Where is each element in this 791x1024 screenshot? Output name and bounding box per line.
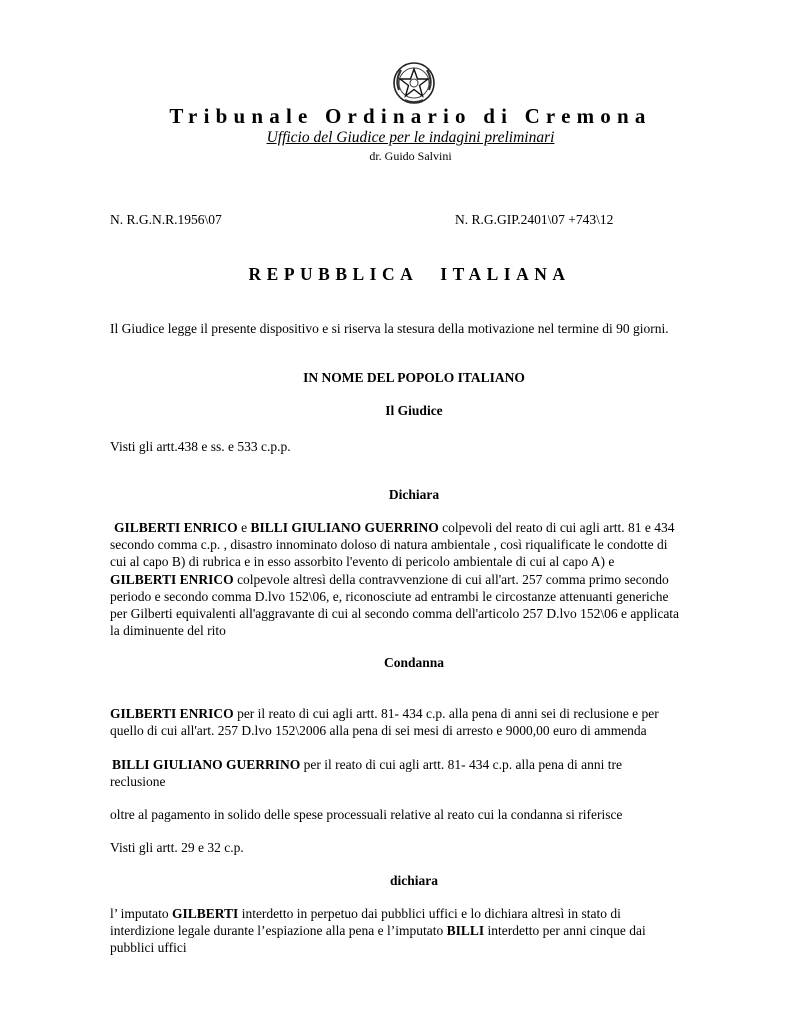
judge-name: dr. Guido Salvini (369, 149, 452, 163)
defendant-name: BILLI GIULIANO GUERRINO (250, 520, 439, 535)
final-line-2: interdizione legale durante l’espiazione alla pena e l’imputato BILLI interdetto per anni cinque dai (110, 923, 646, 939)
defendant-name: GILBERTI ENRICO (110, 571, 234, 587)
decl-line-3: cui al capo B) di rubrica e in esso assorbito l'evento di pericolo ambientale di cui al capo A) e (110, 554, 615, 570)
sentence-line-2: reclusione (110, 774, 166, 790)
sentence-line-1: BILLI GIULIANO GUERRINO per il reato di cui agli artt. 81- 434 c.p. alla pena di anni tre (112, 757, 622, 772)
decl-line-4: GILBERTI ENRICO colpevole altresì della contravvenzione di cui all'art. 257 comma primo secondo (110, 571, 669, 587)
court-title: Tribunale Ordinario di Cremona (169, 104, 652, 128)
decl-line-6: per Gilberti equivalenti all'aggravante di cui al secondo comma dell'articolo 257 D.lvo 152\06 e applicata (110, 606, 680, 622)
republic-heading (0, 264, 791, 285)
final-line-1: l’ imputato GILBERTI interdetto in perpetuo dai pubblici uffici e lo dichiara altresì in stato di (110, 906, 621, 921)
office-subtitle: Ufficio del Giudice per le indagini preliminari (266, 129, 555, 146)
defendant-name: GILBERTI (172, 906, 239, 921)
decl-line-7: la diminuente del rito (110, 623, 226, 639)
italian-emblem-icon (391, 60, 437, 106)
visti-paragraph-1: Visti gli artt.438 e ss. e 533 c.p.p. (110, 439, 291, 454)
sentence-line-2: quello di cui all'art. 257 D.lvo 152\2006 alla pena di sei mesi di arresto e 9000,00 euro di ammenda (110, 723, 647, 739)
defendant-name: GILBERTI ENRICO (114, 520, 238, 535)
intro-paragraph: Il Giudice legge il presente dispositivo e si riserva la stesura della motivazione nel termine di 90 giorni. (110, 321, 669, 336)
sentence-billi (110, 756, 718, 790)
condanna-heading: Condanna (383, 655, 445, 670)
defendant-name: BILLI (446, 923, 485, 939)
in-nome-heading: IN NOME DEL POPOLO ITALIANO (303, 370, 525, 385)
defendant-name: BILLI GIULIANO GUERRINO (112, 757, 301, 772)
decl-line-2: secondo comma c.p. , disastro innominato doloso di natura ambientale , così riqualificate le condotte di (110, 537, 668, 553)
case-number-rggip: N. R.G.GIP.2401\07 +743\12 (455, 212, 614, 227)
declaration-paragraph (110, 519, 718, 639)
sentence-gilberti (110, 705, 718, 739)
final-line-3: pubblici uffici (110, 940, 187, 956)
case-number-rgnr: N. R.G.N.R.1956\07 (110, 212, 222, 227)
interdiction-paragraph (110, 905, 718, 957)
decl-line-5: periodo e secondo comma D.lvo 152\06, e, riconosciute ad entrambi le circostanze attenuanti generiche (110, 588, 669, 604)
visti-paragraph-2: Visti gli artt. 29 e 32 c.p. (110, 840, 244, 855)
dichiara-heading-2: dichiara (389, 873, 438, 888)
il-giudice-heading: Il Giudice (385, 403, 443, 418)
dichiara-heading: Dichiara (388, 487, 440, 502)
decl-line-1: GILBERTI ENRICO e BILLI GIULIANO GUERRINO colpevoli del reato di cui agli artt. 81 e 434 (114, 520, 675, 535)
republic-word-2: ITALIANA (440, 264, 571, 284)
sentence-line-1: GILBERTI ENRICO per il reato di cui agli artt. 81- 434 c.p. alla pena di anni sei di reclusione e per (110, 706, 659, 721)
defendant-name: GILBERTI ENRICO (110, 706, 234, 721)
costs-paragraph: oltre al pagamento in solido delle spese processuali relative al reato cui la condanna si riferisce (110, 807, 623, 822)
republic-word-1: REPUBBLICA (248, 264, 419, 284)
